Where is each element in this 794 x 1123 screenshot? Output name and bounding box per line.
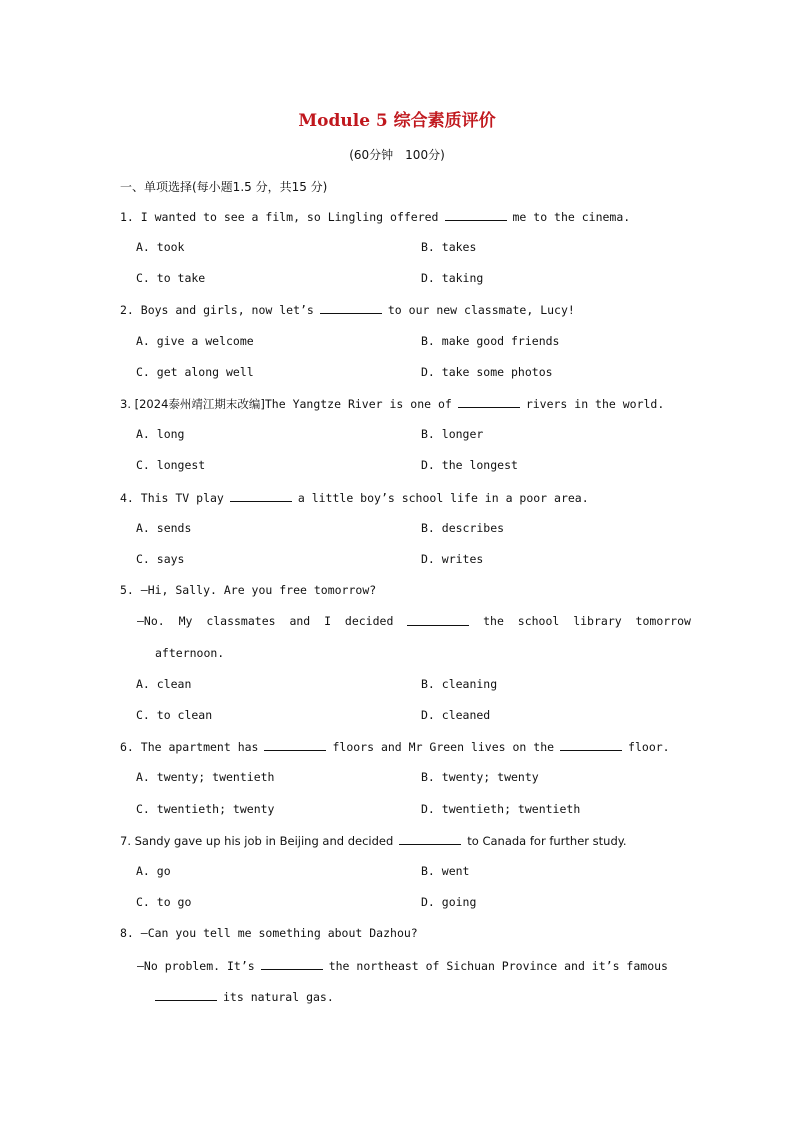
- option-b: B. takes: [421, 240, 477, 254]
- stem-text: rivers in the world.: [525, 397, 665, 411]
- stem-word: tomorrow: [635, 614, 691, 628]
- stem-word: and: [289, 614, 311, 628]
- question-7-stem: [120, 833, 627, 848]
- answer-blank: [261, 958, 323, 970]
- option-d: D. writes: [421, 552, 484, 566]
- stem-word: decided: [344, 614, 394, 628]
- answer-blank: [155, 989, 217, 1001]
- question-5-line-1: 5. —Hi, Sally. Are you free tomorrow?: [120, 583, 377, 597]
- answer-blank: [560, 739, 622, 751]
- stem-text: floor.: [628, 740, 670, 754]
- option-c: C. says: [136, 552, 185, 566]
- stem-text: 7. Sandy gave up his job in Beijing and decided: [120, 834, 394, 848]
- option-a: A. go: [136, 864, 171, 878]
- answer-blank: [264, 739, 326, 751]
- option-c: C. longest: [136, 458, 206, 472]
- question-8-line-1: 8. —Can you tell me something about Dazhou?: [120, 926, 418, 940]
- stem-text: a little boy’s school life in a poor area.: [297, 491, 589, 505]
- stem-word: I: [324, 614, 332, 628]
- option-b: B. longer: [421, 427, 484, 441]
- source-tag: 3. [2024泰州靖江期末改编]: [120, 397, 265, 411]
- option-c: C. to go: [136, 895, 192, 909]
- answer-blank: [230, 490, 292, 502]
- option-d: D. the longest: [421, 458, 518, 472]
- stem-text: —No problem. It’s: [137, 959, 255, 973]
- stem-word: the: [483, 614, 504, 628]
- option-d: D. taking: [421, 271, 484, 285]
- stem-text: the northeast of Sichuan Province and it’s famous: [328, 959, 668, 973]
- page-title: Module 5 综合素质评价: [298, 111, 496, 131]
- stem-text: 6. The apartment has: [120, 740, 259, 754]
- option-c: C. to clean: [136, 708, 213, 722]
- answer-blank: [458, 396, 520, 408]
- option-d: D. twentieth; twentieth: [421, 802, 581, 816]
- question-8-line-3: [155, 989, 334, 1004]
- stem-word: —No.: [137, 614, 165, 628]
- stem-text: 2. Boys and girls, now let’s: [120, 303, 314, 317]
- stem-word: classmates: [206, 614, 276, 628]
- option-a: A. give a welcome: [136, 334, 254, 348]
- question-6-stem: [120, 739, 670, 754]
- stem-word: library: [573, 614, 622, 628]
- option-a: A. long: [136, 427, 185, 441]
- question-3-stem: [120, 396, 664, 412]
- option-b: B. went: [421, 864, 470, 878]
- option-c: C. twentieth; twenty: [136, 802, 275, 816]
- option-c: C. to take: [136, 271, 206, 285]
- stem-text: to Canada for further study.: [467, 834, 627, 848]
- option-a: A. sends: [136, 521, 192, 535]
- stem-text: to our new classmate, Lucy!: [387, 303, 575, 317]
- question-5-line-2: [137, 614, 691, 628]
- option-a: A. took: [136, 240, 185, 254]
- stem-text: 1. I wanted to see a film, so Lingling offered: [120, 210, 439, 224]
- option-b: B. cleaning: [421, 677, 498, 691]
- question-5-line-3: afternoon.: [155, 646, 225, 660]
- option-d: D. take some photos: [421, 365, 553, 379]
- option-a: A. twenty; twentieth: [136, 770, 275, 784]
- section-heading: 一、单项选择(每小题1.5 分，共15 分): [120, 180, 328, 194]
- option-b: B. twenty; twenty: [421, 770, 539, 784]
- option-b: B. make good friends: [421, 334, 560, 348]
- answer-blank: [399, 833, 461, 845]
- stem-text: its natural gas.: [223, 990, 334, 1004]
- stem-text: floors and Mr Green lives on the: [332, 740, 555, 754]
- stem-text: me to the cinema.: [512, 210, 631, 224]
- stem-word: school: [517, 614, 560, 628]
- question-2-stem: [120, 302, 575, 317]
- answer-blank: [407, 614, 469, 626]
- answer-blank: [320, 302, 382, 314]
- page-subtitle: (60分钟 100分): [349, 148, 445, 162]
- question-1-stem: [120, 209, 630, 224]
- answer-blank: [445, 209, 507, 221]
- option-c: C. get along well: [136, 365, 254, 379]
- stem-word: My: [178, 614, 193, 628]
- option-d: D. cleaned: [421, 708, 491, 722]
- option-b: B. describes: [421, 521, 505, 535]
- option-a: A. clean: [136, 677, 192, 691]
- question-8-line-2: [137, 958, 668, 973]
- stem-text: The Yangtze River is one of: [264, 397, 452, 411]
- question-4-stem: [120, 490, 589, 505]
- option-d: D. going: [421, 895, 477, 909]
- stem-text: 4. This TV play: [120, 491, 224, 505]
